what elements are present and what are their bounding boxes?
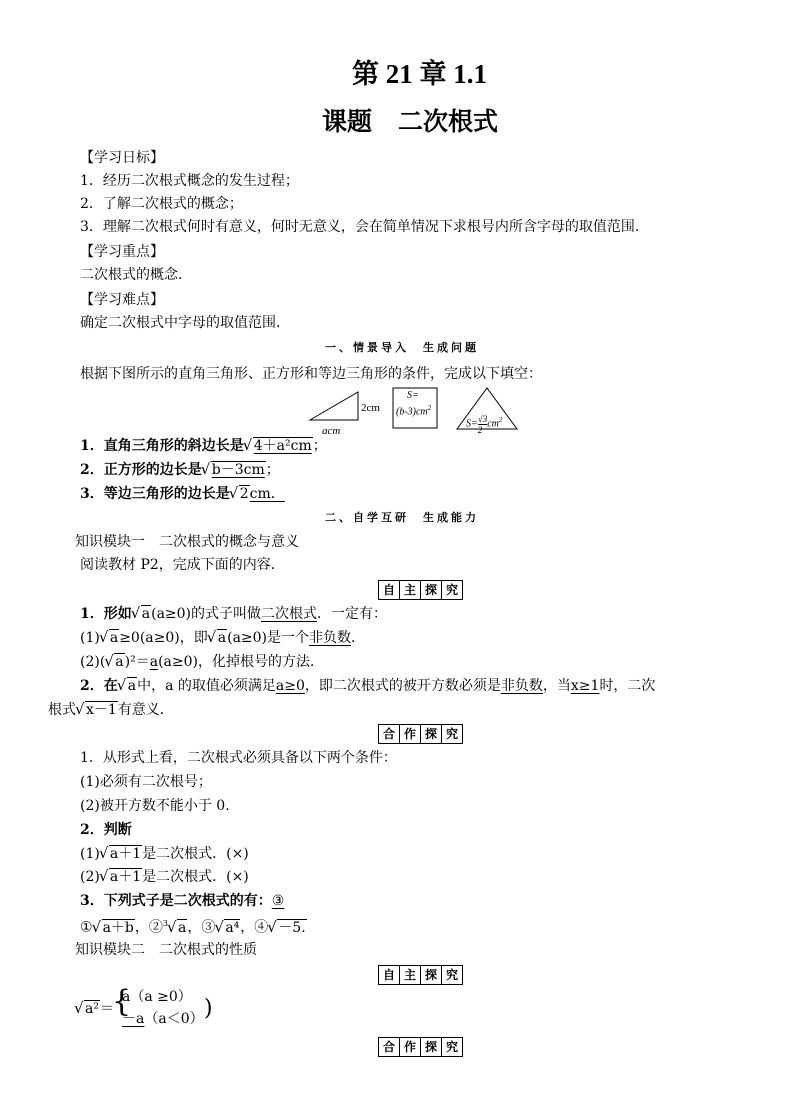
square-s-label: S= — [407, 390, 419, 401]
read-instruction: 阅读教材 P2，完成下面的内容． — [80, 557, 285, 573]
property-case-2: －a（a＜0） — [122, 1011, 204, 1027]
topic-label: 课题 — [322, 107, 373, 136]
self-line-1: 1．形如√ a(a≥0)的式子叫做二次根式．一定有： — [80, 604, 387, 624]
focus-heading: 【学习重点】 — [80, 244, 164, 260]
module1-title: 知识模块一 二次根式的概念与意义 — [75, 534, 299, 550]
property-brace: { — [112, 984, 132, 1019]
property-case-1: a（a ≥0） — [122, 989, 192, 1005]
chapter-title: 第 21 章 1.1 — [352, 59, 487, 89]
coop-line-8: ①√ a＋b，②$^3$√ a，③√ a⁴，④√ －5. — [80, 914, 307, 938]
property-close-paren: ) — [204, 996, 213, 1021]
triangle-side-label: 2cm — [361, 402, 380, 414]
eq-triangle-area-label: S= $\frac{√3}{2}$ $cm^2$ — [466, 413, 503, 435]
topic-name: 二次根式 — [398, 107, 499, 136]
objective-2: 2．了解二次根式的概念； — [80, 196, 243, 212]
coop-study-box-2: 合 作 探 究 — [378, 1037, 463, 1057]
difficulty-heading: 【学习难点】 — [80, 292, 164, 308]
coop-line-4: 2．判断 — [80, 822, 132, 838]
self-line-2: (1)√ a≥0(a≥0)，即√ a(a≥0)是一个非负数． — [80, 628, 365, 648]
objective-1: 1．经历二次根式概念的发生过程； — [80, 173, 299, 189]
self-line-3: (2)(√ a)²＝a(a≥0)，化掉根号的方法． — [80, 652, 324, 672]
question-3: 3．等边三角形的边长是√ 2cm． — [80, 484, 285, 504]
section2-title: 二、自学互研 生成能力 — [325, 511, 479, 524]
question-2: 2．正方形的边长是√ b－3cm； — [80, 460, 280, 480]
module2-title: 知识模块二 二次根式的性质 — [75, 942, 257, 958]
focus-text: 二次根式的概念． — [80, 267, 192, 283]
coop-study-box-1: 合 作 探 究 — [378, 724, 463, 744]
self-line-4: 2．在√ a中，a 的取值必须满足a≥0，即二次根式的被开方数必须是非负数，当x≥1时，二次 — [80, 676, 655, 696]
section1-title: 一、情景导入 生成问题 — [325, 341, 479, 354]
section1-intro: 根据下图所示的直角三角形、正方形和等边三角形的条件，完成以下填空： — [80, 366, 542, 382]
triangle-base-label: acm — [322, 425, 341, 437]
coop-line-1: 1．从形式上看，二次根式必须具备以下两个条件： — [80, 750, 397, 766]
question-1: 1．直角三角形的斜边长是√ 4＋a²cm； — [80, 436, 327, 456]
objective-3: 3．理解二次根式何时有意义，何时无意义，会在简单情况下求根号内所含字母的取值范围． — [80, 219, 649, 235]
coop-line-2: (1)必须有二次根号； — [80, 774, 212, 790]
difficulty-text: 确定二次根式中字母的取值范围． — [80, 315, 290, 331]
objectives-heading: 【学习日标】 — [80, 150, 164, 166]
right-triangle — [310, 392, 358, 420]
coop-line-3: (2)被开方数不能小于 0. — [80, 798, 230, 814]
square-area-label: $(b-3)cm^2$ — [396, 404, 432, 418]
coop-line-7: 3．下列式子是二次根式的有：③ — [80, 893, 285, 909]
coop-line-6: (2)√ a＋1是二次根式．(×) — [80, 867, 249, 887]
lesson-title — [322, 105, 498, 139]
self-study-box-2: 自 主 探 究 — [378, 965, 463, 985]
self-line-5: 根式√ x－1有意义． — [48, 700, 174, 720]
coop-line-5: (1)√ a＋1是二次根式．(×) — [80, 844, 249, 864]
property-lhs: √ a²＝ — [75, 999, 114, 1019]
self-study-box: 自 主 探 究 — [378, 580, 463, 600]
